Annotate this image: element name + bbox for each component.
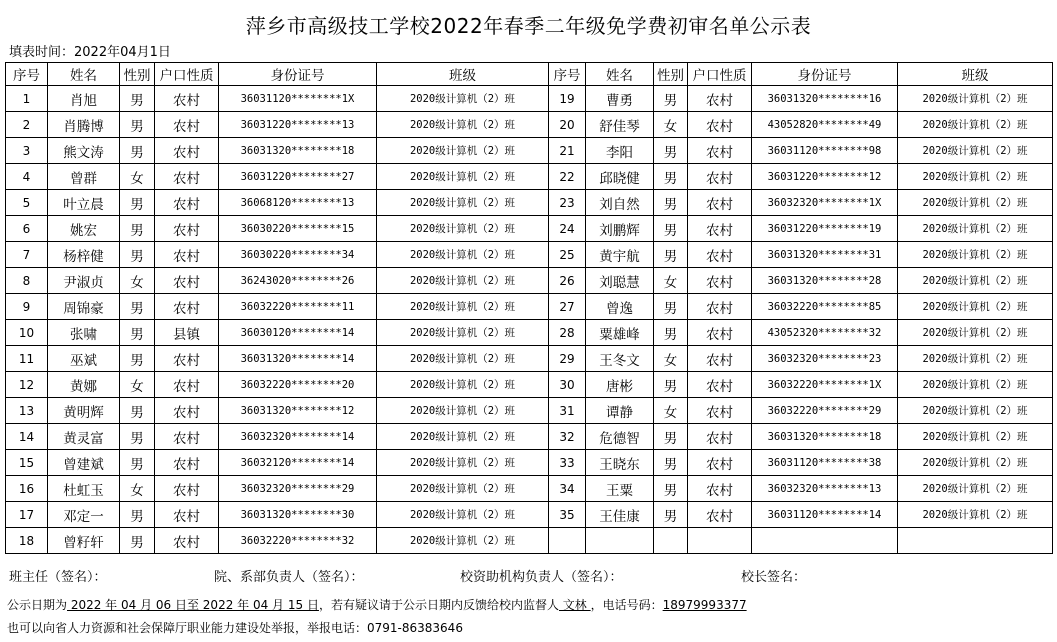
cell-id-number: 36031320********30 xyxy=(219,502,377,528)
cell-gender: 男 xyxy=(654,502,688,528)
table-row xyxy=(6,216,1053,242)
cell-gender: 男 xyxy=(654,216,688,242)
cell-id-number: 36243020********26 xyxy=(219,268,377,294)
notice-middle: ，若有疑议请于公示日期内反馈给校内监督人 xyxy=(318,598,559,612)
cell-hukou: 农村 xyxy=(155,216,219,242)
cell-name: 邱晓健 xyxy=(586,164,654,190)
cell-gender: 男 xyxy=(120,294,155,320)
cell-seq: 6 xyxy=(6,216,48,242)
cell-id-number: 43052820********49 xyxy=(752,112,898,138)
cell-gender: 女 xyxy=(120,164,155,190)
table-row xyxy=(6,164,1053,190)
cell-id-number: 36032320********13 xyxy=(752,476,898,502)
cell-id-number: 36032220********11 xyxy=(219,294,377,320)
cell-seq: 12 xyxy=(6,372,48,398)
cell-name: 黄明辉 xyxy=(48,398,120,424)
cell-id-number: 36032220********29 xyxy=(752,398,898,424)
cell-hukou xyxy=(688,528,752,554)
cell-seq: 10 xyxy=(6,320,48,346)
cell-seq: 11 xyxy=(6,346,48,372)
cell-gender: 男 xyxy=(654,242,688,268)
cell-gender: 男 xyxy=(120,450,155,476)
cell-class: 2020级计算机（2）班 xyxy=(898,294,1053,320)
cell-id-number: 36032320********29 xyxy=(219,476,377,502)
cell-gender: 男 xyxy=(654,476,688,502)
cell-gender: 女 xyxy=(654,112,688,138)
cell-gender: 女 xyxy=(120,268,155,294)
cell-class: 2020级计算机（2）班 xyxy=(377,164,549,190)
notice-phone: 18979993377 xyxy=(662,598,747,612)
table-row xyxy=(6,320,1053,346)
cell-name: 危德智 xyxy=(586,424,654,450)
header-name: 姓名 xyxy=(586,63,654,86)
cell-hukou: 农村 xyxy=(155,268,219,294)
table-row xyxy=(6,138,1053,164)
cell-gender: 男 xyxy=(654,294,688,320)
cell-hukou: 农村 xyxy=(688,86,752,112)
cell-name: 刘鹏辉 xyxy=(586,216,654,242)
cell-seq: 13 xyxy=(6,398,48,424)
cell-seq xyxy=(549,528,586,554)
header-class: 班级 xyxy=(898,63,1053,86)
header-gender: 性别 xyxy=(654,63,688,86)
cell-gender: 男 xyxy=(654,372,688,398)
cell-id-number: 36031320********12 xyxy=(219,398,377,424)
cell-seq: 15 xyxy=(6,450,48,476)
cell-gender: 男 xyxy=(120,398,155,424)
cell-name: 邓定一 xyxy=(48,502,120,528)
cell-name: 杜虹玉 xyxy=(48,476,120,502)
cell-gender: 男 xyxy=(120,424,155,450)
cell-seq: 35 xyxy=(549,502,586,528)
cell-gender: 男 xyxy=(654,424,688,450)
cell-seq: 21 xyxy=(549,138,586,164)
cell-seq: 1 xyxy=(6,86,48,112)
cell-seq: 22 xyxy=(549,164,586,190)
cell-hukou: 农村 xyxy=(688,476,752,502)
cell-hukou: 农村 xyxy=(688,502,752,528)
cell-hukou: 农村 xyxy=(688,190,752,216)
cell-gender: 男 xyxy=(654,450,688,476)
table-row xyxy=(6,294,1053,320)
cell-name: 舒佳琴 xyxy=(586,112,654,138)
cell-id-number: 36032220********85 xyxy=(752,294,898,320)
cell-name: 曹勇 xyxy=(586,86,654,112)
cell-gender: 男 xyxy=(120,190,155,216)
cell-name: 曾群 xyxy=(48,164,120,190)
cell-seq: 7 xyxy=(6,242,48,268)
cell-seq: 34 xyxy=(549,476,586,502)
cell-seq: 23 xyxy=(549,190,586,216)
cell-hukou: 农村 xyxy=(688,424,752,450)
cell-name: 王粟 xyxy=(586,476,654,502)
cell-seq: 20 xyxy=(549,112,586,138)
cell-hukou: 农村 xyxy=(155,502,219,528)
cell-seq: 29 xyxy=(549,346,586,372)
dept-head-signature: 院、系部负责人（签名）： xyxy=(214,570,364,585)
header-seq: 序号 xyxy=(549,63,586,86)
cell-class: 2020级计算机（2）班 xyxy=(377,450,549,476)
notice-line-2: 也可以向省人力资源和社会保障厅职业能力建设处举报，举报电话：0791-86383646 xyxy=(7,621,463,635)
cell-gender: 男 xyxy=(654,86,688,112)
cell-seq: 30 xyxy=(549,372,586,398)
table-header-row xyxy=(6,63,1053,86)
cell-class: 2020级计算机（2）班 xyxy=(377,528,549,554)
cell-id-number: 36030120********14 xyxy=(219,320,377,346)
cell-gender: 男 xyxy=(120,138,155,164)
cell-id-number: 36032320********1X xyxy=(752,190,898,216)
cell-class: 2020级计算机（2）班 xyxy=(898,398,1053,424)
cell-name: 粟雄峰 xyxy=(586,320,654,346)
cell-class: 2020级计算机（2）班 xyxy=(377,112,549,138)
cell-name: 曾建斌 xyxy=(48,450,120,476)
cell-gender: 男 xyxy=(120,320,155,346)
cell-name: 王佳康 xyxy=(586,502,654,528)
cell-hukou: 农村 xyxy=(155,424,219,450)
cell-id-number: 36031320********16 xyxy=(752,86,898,112)
cell-id-number: 36032120********14 xyxy=(219,450,377,476)
cell-id-number: 36032320********23 xyxy=(752,346,898,372)
cell-class: 2020级计算机（2）班 xyxy=(377,294,549,320)
cell-name: 王晓东 xyxy=(586,450,654,476)
cell-hukou: 农村 xyxy=(155,528,219,554)
cell-hukou: 农村 xyxy=(155,242,219,268)
cell-id-number xyxy=(752,528,898,554)
cell-id-number: 36031220********19 xyxy=(752,216,898,242)
cell-class: 2020级计算机（2）班 xyxy=(898,268,1053,294)
cell-seq: 14 xyxy=(6,424,48,450)
notice-supervisor: 文林 xyxy=(558,598,591,612)
cell-hukou: 农村 xyxy=(155,86,219,112)
cell-hukou: 农村 xyxy=(688,320,752,346)
class-teacher-signature: 班主任（签名）： xyxy=(9,570,107,585)
cell-name: 黄娜 xyxy=(48,372,120,398)
cell-class: 2020级计算机（2）班 xyxy=(377,86,549,112)
notice-line-1 xyxy=(7,596,747,613)
cell-class: 2020级计算机（2）班 xyxy=(898,372,1053,398)
cell-class: 2020级计算机（2）班 xyxy=(898,138,1053,164)
header-gender: 性别 xyxy=(120,63,155,86)
cell-id-number: 36031320********28 xyxy=(752,268,898,294)
cell-id-number: 36031120********1X xyxy=(219,86,377,112)
cell-seq: 28 xyxy=(549,320,586,346)
cell-name: 黄宇航 xyxy=(586,242,654,268)
cell-class: 2020级计算机（2）班 xyxy=(377,242,549,268)
cell-name: 杨梓健 xyxy=(48,242,120,268)
table-row xyxy=(6,86,1053,112)
cell-name: 张啸 xyxy=(48,320,120,346)
cell-hukou: 农村 xyxy=(155,372,219,398)
cell-seq: 25 xyxy=(549,242,586,268)
cell-gender: 男 xyxy=(120,346,155,372)
cell-seq: 3 xyxy=(6,138,48,164)
cell-seq: 8 xyxy=(6,268,48,294)
cell-class: 2020级计算机（2）班 xyxy=(377,268,549,294)
cell-id-number: 36031120********14 xyxy=(752,502,898,528)
cell-hukou: 农村 xyxy=(688,346,752,372)
cell-hukou: 农村 xyxy=(155,346,219,372)
cell-hukou: 农村 xyxy=(688,450,752,476)
cell-name: 尹淑贞 xyxy=(48,268,120,294)
cell-id-number: 36031220********13 xyxy=(219,112,377,138)
cell-gender: 男 xyxy=(120,86,155,112)
cell-seq: 24 xyxy=(549,216,586,242)
cell-name: 肖腾博 xyxy=(48,112,120,138)
cell-class: 2020级计算机（2）班 xyxy=(898,320,1053,346)
cell-class: 2020级计算机（2）班 xyxy=(377,372,549,398)
cell-seq: 26 xyxy=(549,268,586,294)
table-row xyxy=(6,424,1053,450)
cell-id-number: 36031120********38 xyxy=(752,450,898,476)
cell-id-number: 36032220********20 xyxy=(219,372,377,398)
cell-hukou: 农村 xyxy=(688,216,752,242)
cell-hukou: 农村 xyxy=(155,476,219,502)
table-row xyxy=(6,528,1053,554)
cell-hukou: 农村 xyxy=(688,164,752,190)
cell-hukou: 农村 xyxy=(155,112,219,138)
cell-class: 2020级计算机（2）班 xyxy=(898,450,1053,476)
table-row xyxy=(6,398,1053,424)
cell-gender: 女 xyxy=(654,346,688,372)
cell-class: 2020级计算机（2）班 xyxy=(377,476,549,502)
header-class: 班级 xyxy=(377,63,549,86)
cell-hukou: 农村 xyxy=(155,190,219,216)
cell-gender: 男 xyxy=(654,164,688,190)
cell-id-number: 36031320********18 xyxy=(219,138,377,164)
notice-phone-label: ，电话号码： xyxy=(590,598,663,612)
cell-name: 刘聪慧 xyxy=(586,268,654,294)
cell-seq: 9 xyxy=(6,294,48,320)
cell-hukou: 农村 xyxy=(688,112,752,138)
cell-id-number: 36031320********14 xyxy=(219,346,377,372)
cell-id-number: 36032320********14 xyxy=(219,424,377,450)
cell-name: 王冬文 xyxy=(586,346,654,372)
table-row xyxy=(6,372,1053,398)
cell-class: 2020级计算机（2）班 xyxy=(898,216,1053,242)
cell-name: 姚宏 xyxy=(48,216,120,242)
cell-seq: 16 xyxy=(6,476,48,502)
cell-gender: 男 xyxy=(120,216,155,242)
principal-signature: 校长签名： xyxy=(741,570,807,585)
cell-class: 2020级计算机（2）班 xyxy=(898,164,1053,190)
cell-seq: 5 xyxy=(6,190,48,216)
header-seq: 序号 xyxy=(6,63,48,86)
cell-class: 2020级计算机（2）班 xyxy=(898,242,1053,268)
page-title: 萍乡市高级技工学校2022年春季二年级免学费初审名单公示表 xyxy=(245,14,812,38)
cell-gender: 男 xyxy=(654,138,688,164)
cell-class: 2020级计算机（2）班 xyxy=(898,476,1053,502)
cell-id-number: 36031220********12 xyxy=(752,164,898,190)
header-hukou: 户口性质 xyxy=(688,63,752,86)
cell-class: 2020级计算机（2）班 xyxy=(377,424,549,450)
cell-class: 2020级计算机（2）班 xyxy=(377,398,549,424)
cell-gender: 男 xyxy=(120,112,155,138)
cell-hukou: 农村 xyxy=(688,294,752,320)
cell-class: 2020级计算机（2）班 xyxy=(898,346,1053,372)
cell-name: 李阳 xyxy=(586,138,654,164)
cell-class: 2020级计算机（2）班 xyxy=(377,190,549,216)
cell-hukou: 农村 xyxy=(688,138,752,164)
cell-name: 曾籽轩 xyxy=(48,528,120,554)
cell-hukou: 农村 xyxy=(155,164,219,190)
cell-class: 2020级计算机（2）班 xyxy=(377,216,549,242)
table-row xyxy=(6,268,1053,294)
cell-id-number: 36030220********34 xyxy=(219,242,377,268)
fill-date: 填表时间：2022年04月1日 xyxy=(9,45,171,60)
table-row xyxy=(6,502,1053,528)
cell-id-number: 36030220********15 xyxy=(219,216,377,242)
cell-hukou: 农村 xyxy=(155,138,219,164)
cell-hukou: 农村 xyxy=(688,372,752,398)
cell-seq: 33 xyxy=(549,450,586,476)
cell-id-number: 36032220********32 xyxy=(219,528,377,554)
cell-seq: 31 xyxy=(549,398,586,424)
cell-seq: 18 xyxy=(6,528,48,554)
cell-name: 肖旭 xyxy=(48,86,120,112)
cell-gender: 女 xyxy=(654,268,688,294)
cell-hukou: 农村 xyxy=(688,268,752,294)
roster-table xyxy=(5,62,1053,554)
table-row xyxy=(6,112,1053,138)
cell-id-number: 36031220********27 xyxy=(219,164,377,190)
cell-gender: 男 xyxy=(120,528,155,554)
cell-gender: 男 xyxy=(654,320,688,346)
cell-hukou: 农村 xyxy=(688,242,752,268)
cell-class: 2020级计算机（2）班 xyxy=(898,190,1053,216)
cell-seq: 17 xyxy=(6,502,48,528)
cell-hukou: 农村 xyxy=(155,450,219,476)
header-id-number: 身份证号 xyxy=(219,63,377,86)
cell-name: 熊文涛 xyxy=(48,138,120,164)
cell-name xyxy=(586,528,654,554)
cell-gender xyxy=(654,528,688,554)
cell-gender: 男 xyxy=(654,190,688,216)
cell-hukou: 农村 xyxy=(688,398,752,424)
cell-id-number: 36068120********13 xyxy=(219,190,377,216)
cell-class: 2020级计算机（2）班 xyxy=(898,424,1053,450)
table-row xyxy=(6,450,1053,476)
table-row xyxy=(6,242,1053,268)
cell-name: 巫斌 xyxy=(48,346,120,372)
cell-name: 周锦豪 xyxy=(48,294,120,320)
cell-id-number: 36031320********18 xyxy=(752,424,898,450)
cell-class: 2020级计算机（2）班 xyxy=(377,320,549,346)
cell-gender: 女 xyxy=(120,372,155,398)
cell-name: 曾逸 xyxy=(586,294,654,320)
cell-gender: 男 xyxy=(120,502,155,528)
cell-name: 叶立晨 xyxy=(48,190,120,216)
cell-class: 2020级计算机（2）班 xyxy=(898,86,1053,112)
aid-office-signature: 校资助机构负责人（签名）： xyxy=(460,570,623,585)
cell-name: 谭静 xyxy=(586,398,654,424)
header-hukou: 户口性质 xyxy=(155,63,219,86)
cell-seq: 27 xyxy=(549,294,586,320)
cell-seq: 2 xyxy=(6,112,48,138)
cell-class: 2020级计算机（2）班 xyxy=(377,138,549,164)
cell-class xyxy=(898,528,1053,554)
header-name: 姓名 xyxy=(48,63,120,86)
cell-class: 2020级计算机（2）班 xyxy=(898,112,1053,138)
table-row xyxy=(6,476,1053,502)
notice-prefix: 公示日期为 xyxy=(7,598,68,612)
cell-name: 黄灵富 xyxy=(48,424,120,450)
cell-class: 2020级计算机（2）班 xyxy=(898,502,1053,528)
cell-hukou: 县镇 xyxy=(155,320,219,346)
cell-hukou: 农村 xyxy=(155,398,219,424)
cell-id-number: 43052320********32 xyxy=(752,320,898,346)
cell-gender: 男 xyxy=(120,242,155,268)
table-row xyxy=(6,346,1053,372)
cell-id-number: 36032220********1X xyxy=(752,372,898,398)
cell-id-number: 36031320********31 xyxy=(752,242,898,268)
table-row xyxy=(6,190,1053,216)
cell-name: 刘自然 xyxy=(586,190,654,216)
cell-class: 2020级计算机（2）班 xyxy=(377,502,549,528)
cell-seq: 4 xyxy=(6,164,48,190)
cell-gender: 女 xyxy=(120,476,155,502)
header-id-number: 身份证号 xyxy=(752,63,898,86)
cell-seq: 19 xyxy=(549,86,586,112)
notice-dates: 2022 年 04 月 06 日至 2022 年 04 月 15 日 xyxy=(67,598,319,612)
cell-class: 2020级计算机（2）班 xyxy=(377,346,549,372)
cell-hukou: 农村 xyxy=(155,294,219,320)
cell-name: 唐彬 xyxy=(586,372,654,398)
cell-id-number: 36031120********98 xyxy=(752,138,898,164)
cell-seq: 32 xyxy=(549,424,586,450)
cell-gender: 女 xyxy=(654,398,688,424)
